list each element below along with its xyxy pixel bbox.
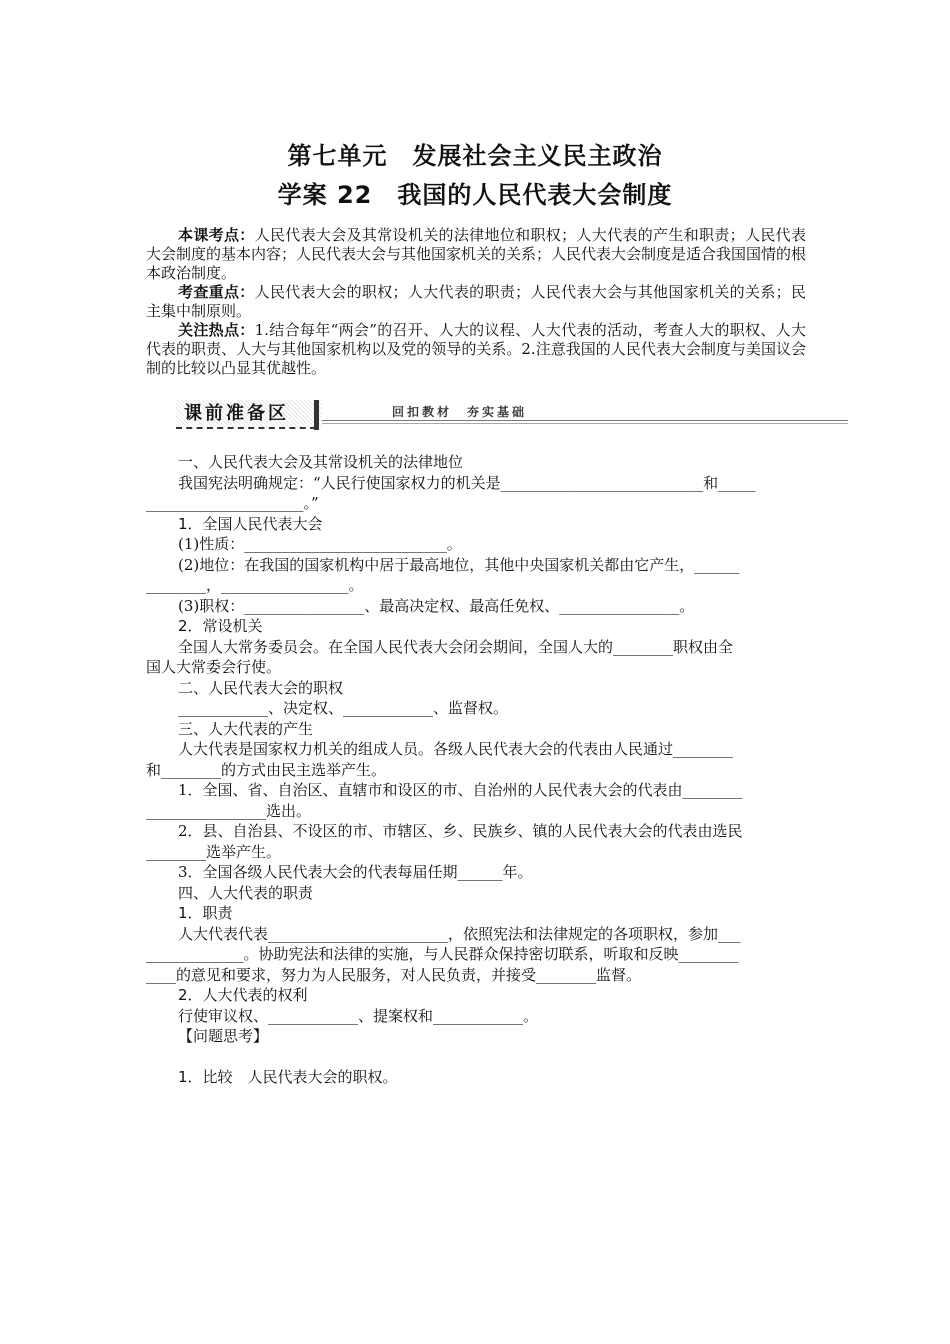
text-line: 2．县、自治县、不设区的市、市辖区、乡、民族乡、镇的人民代表大会的代表由选民 — [178, 822, 743, 840]
intro-label-1: 本课考点： — [178, 226, 255, 244]
fill-line: ________选举产生。 — [146, 842, 282, 861]
fill-line: ____的意见和要求，努力为人民服务，对人民负责，并接受________监督。 — [146, 965, 642, 984]
spacer — [146, 1047, 806, 1067]
subheading: 1．职责 — [178, 904, 233, 922]
banner-rule-bottom — [322, 423, 848, 424]
section-heading-3: 三、人大代表的产生 — [178, 719, 314, 738]
intro-text-2: 人民代表大会的职权；人大代表的职责；人民代表大会与其他国家机关的关系；民主集中制原则。 — [146, 283, 806, 320]
intro-label-3: 关注热点： — [178, 321, 255, 339]
fill-line: ____________、决定权、____________、监督权。 — [178, 699, 509, 717]
fill-line: 和________的方式由民主选举产生。 — [146, 760, 387, 779]
intro-paragraph-3 — [146, 321, 806, 378]
banner-title: 课前准备区 — [176, 400, 322, 428]
worksheet-content — [146, 452, 806, 1087]
fill-line: 行使审议权、____________、提案权和____________。 — [178, 1006, 539, 1025]
fill-line: 全国人大常务委员会。在全国人民代表大会闭会期间，全国人大的________职权由全 — [178, 637, 734, 656]
section-banner — [176, 398, 848, 434]
fill-line: ________________选出。 — [146, 801, 312, 820]
intro-paragraph-2 — [146, 283, 806, 321]
intro-text-3: 1.结合每年“两会”的召开、人大的议程、人大代表的活动，考查人大的职权、人大代表的职责、人大与其他国家机构以及党的领导的关系。2.注意我国的人民代表大会制度与美国议会制的比较以凸显其优越性。 — [146, 321, 806, 377]
section-heading-1: 一、人民代表大会及其常设机关的法律地位 — [178, 453, 464, 471]
subheading: 2．常设机关 — [178, 617, 263, 635]
question-heading: 【问题思考】 — [178, 1027, 269, 1045]
question-label: 1．比较 — [178, 1067, 233, 1086]
intro-paragraph-1 — [146, 226, 806, 283]
intro-label-2: 考查重点： — [178, 283, 255, 301]
banner-divider-bar — [314, 400, 319, 430]
subheading: 1．全国人民代表大会 — [178, 514, 323, 533]
question-line — [146, 1067, 806, 1088]
fill-line: 人大代表代表________________________，依照宪法和法律规定的各项职权，参加___ — [178, 924, 741, 943]
unit-title: 第七单元 发展社会主义民主政治 — [287, 142, 663, 170]
fill-line: ________，_________________。 — [146, 576, 364, 594]
banner-rule-top — [322, 420, 848, 421]
fill-line: 人大代表是国家权力机关的组成人员。各级人民代表大会的代表由人民通过________ — [178, 740, 734, 758]
fill-line: 我国宪法明确规定：“人民行使国家权力的机关是___________________________和_____ — [178, 473, 756, 492]
banner-subtitle: 回扣教材 夯实基础 — [392, 405, 528, 419]
intro-text-1: 人民代表大会及其常设机关的法律地位和职权；人大代表的产生和职责；人民代表大会制度的基本内容；人民代表大会与其他国家机关的关系；人民代表大会制度是适合我国国情的根本政治制度。 — [146, 226, 807, 282]
lesson-title: 学案 22 我国的人民代表大会制度 — [277, 181, 673, 209]
section-heading-2: 二、人民代表大会的职权 — [178, 678, 344, 697]
text-line: 国人大常委会行使。 — [146, 658, 282, 676]
banner-dashed-underline — [176, 427, 316, 429]
fill-line: (3)职权：________________、最高决定权、最高任免权、________________。 — [178, 596, 695, 615]
question-text: 人民代表大会的职权。 — [232, 1067, 398, 1086]
section-heading-4: 四、人大代表的职责 — [178, 883, 314, 902]
fill-line: 1．全国、省、自治区、直辖市和设区的市、自治州的人民代表大会的代表由________ — [178, 781, 743, 799]
fill-line: 3．全国各级人民代表大会的代表每届任期______年。 — [178, 863, 533, 881]
fill-line: _____________________。” — [146, 494, 319, 512]
fill-line: _____________。协助宪法和法律的实施，与人民群众保持密切联系，听取和反映________ — [146, 945, 739, 963]
fill-line: (2)地位：在我国的国家机构中居于最高地位，其他中央国家机关都由它产生，______ — [178, 555, 740, 574]
intro-section — [146, 226, 806, 378]
subheading: 2．人大代表的权利 — [178, 986, 308, 1004]
fill-line: (1)性质：___________________________。 — [178, 535, 462, 553]
